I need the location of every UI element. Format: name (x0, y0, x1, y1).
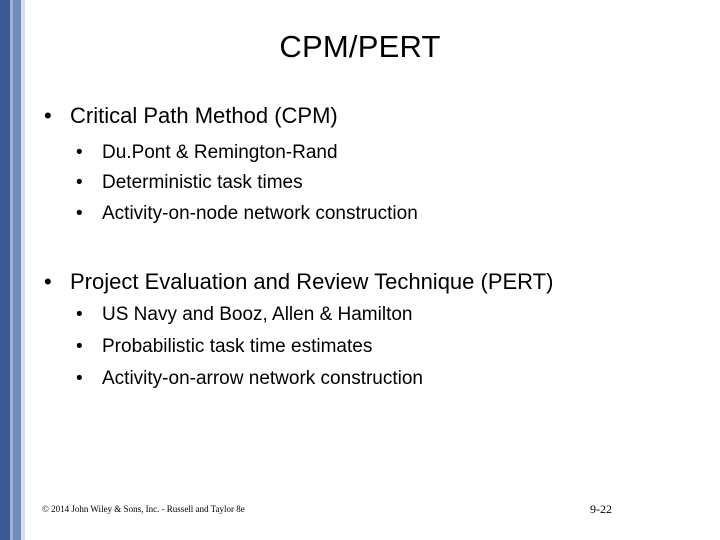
bullet-glyph: • (76, 142, 83, 163)
bullet-glyph: • (76, 336, 83, 357)
page-number: 9-22 (590, 502, 612, 516)
bullet-text: Project Evaluation and Review Technique (PERT) (70, 269, 554, 294)
bullet-text: Critical Path Method (CPM) (70, 103, 338, 128)
slide-title: CPM/PERT (279, 29, 441, 64)
sub-bullet (76, 303, 413, 327)
sub-bullet-text: Activity-on-arrow network construction (102, 368, 423, 389)
bullet-glyph: • (44, 269, 52, 294)
sub-bullet (76, 141, 338, 165)
bullet-glyph: • (44, 103, 52, 128)
bullet-glyph: • (76, 172, 83, 193)
left-decorative-stripe (21, 0, 25, 540)
sub-bullet (76, 171, 303, 195)
left-decorative-stripe (13, 0, 21, 540)
sub-bullet-text: Activity-on-node network construction (102, 203, 418, 224)
sub-bullet-text: Probabilistic task time estimates (102, 336, 373, 357)
sub-bullet-text: Deterministic task times (102, 172, 303, 193)
sub-bullet (76, 335, 372, 359)
sub-bullet-text: US Navy and Booz, Allen & Hamilton (102, 304, 413, 325)
footer-copyright: © 2014 John Wiley & Sons, Inc. - Russell and Taylor 8e (42, 504, 245, 514)
left-decorative-stripe (0, 0, 10, 540)
sub-bullet (76, 367, 423, 391)
sub-bullet (76, 202, 418, 226)
bullet-cpm (44, 102, 338, 130)
bullet-pert (44, 268, 553, 296)
bullet-glyph: • (76, 304, 83, 325)
sub-bullet-text: Du.Pont & Remington-Rand (102, 142, 338, 163)
bullet-glyph: • (76, 203, 83, 224)
bullet-glyph: • (76, 368, 83, 389)
